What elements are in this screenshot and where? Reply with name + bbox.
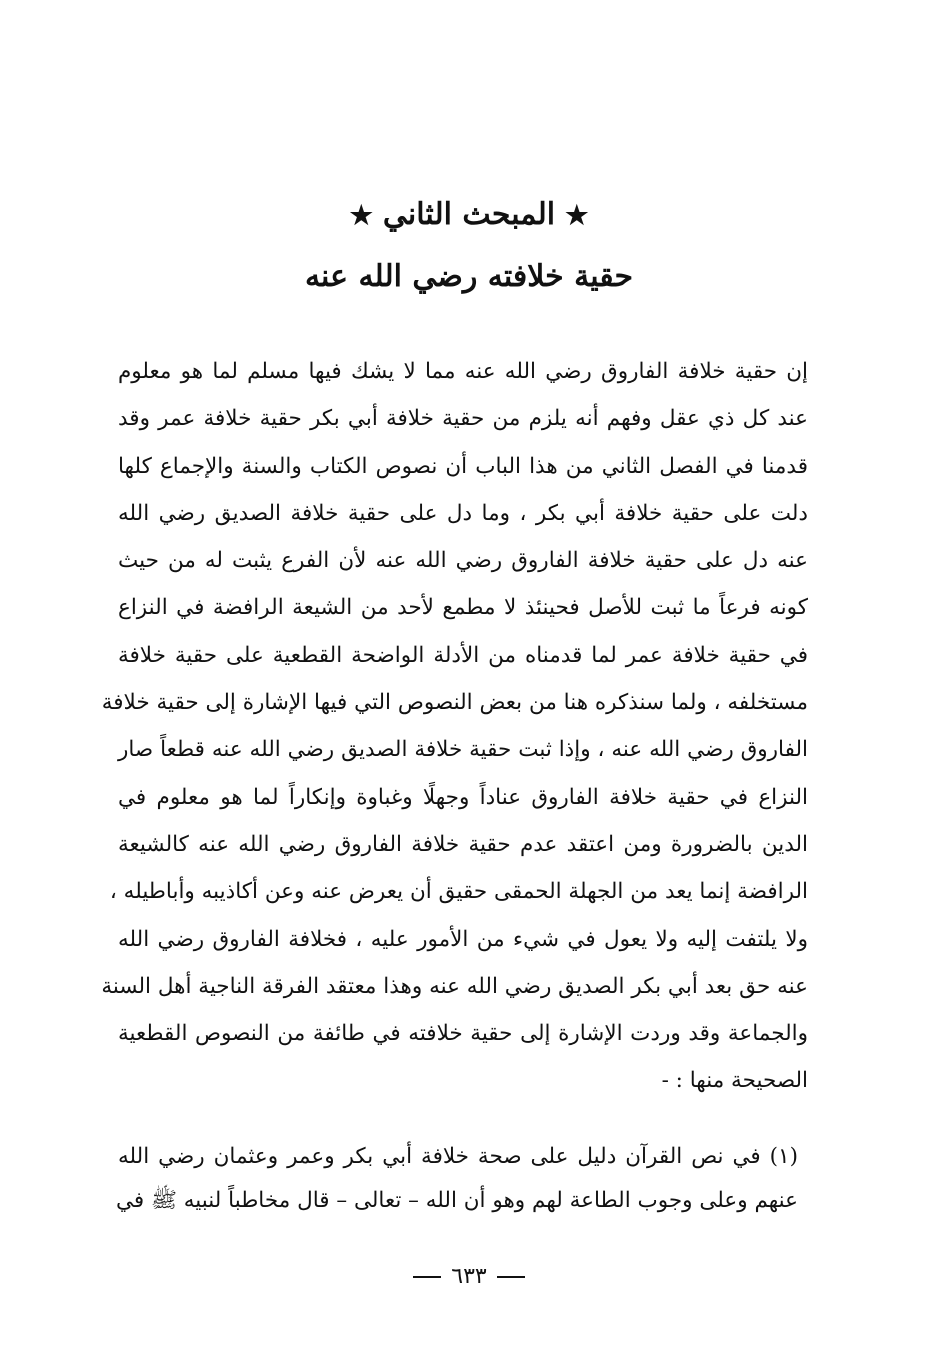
text-line: الرافضة إنما يعد من الجهلة الحمقى حقيق أن يعرض عنه وعن أكاذيبه وأباطيله ، — [109, 879, 808, 905]
text-line: إن حقية خلافة الفاروق رضي الله عنه مما لا يشك فيها مسلم لما هو معلوم — [118, 359, 808, 384]
section-subtitle: حقية خلافته رضي الله عنه — [304, 259, 634, 294]
page-number-text: ٦٣٣ — [451, 1264, 487, 1289]
dash-decoration — [413, 1276, 441, 1278]
text-line: مستخلفه ، ولما سنذكره هنا من بعض النصوص التي فيها الإشارة إلى حقية خلافة — [101, 690, 808, 716]
text-line: عنه حق بعد أبي بكر الصديق رضي الله عنه وهذا معتقد الفرقة الناجية أهل السنة — [101, 973, 808, 999]
text-line: عنهم وعلى وجوب الطاعة لهم وهو أن الله – تعالى – قال مخاطباً لنبيه ﷺ في — [115, 1188, 798, 1213]
text-line: الصحيحة منها : - — [661, 1068, 808, 1094]
body-paragraph-1 — [101, 348, 838, 1105]
star-icon: ★ — [565, 201, 589, 231]
text-line: الدين بالضرورة ومن اعتقد عدم حقية خلافة الفاروق رضي الله عنه كالشيعة — [118, 831, 808, 857]
text-line: دلت على حقية خلافة أبي بكر ، وما دل على حقية خلافة الصديق رضي الله — [118, 500, 808, 526]
text-line: النزاع في حقية خلافة الفاروق عناداً وجهلًا وغباوة وإنكاراً لما هو معلوم في — [118, 784, 808, 810]
section-title-text: المبحث الثاني — [382, 197, 556, 232]
body-paragraph-2 — [115, 1135, 838, 1223]
text-line: ولا يلتفت إليه ولا يعول في شيء من الأمور عليه ، فخلافة الفاروق رضي الله — [118, 926, 808, 952]
text-line: والجماعة وقد وردت الإشارة إلى حقية خلافته في طائفة من النصوص القطعية — [118, 1021, 808, 1047]
text-line: كونه فرعاً ما ثبت للأصل فحينئذ لا مطمع لأحد من الشيعة الرافضة في النزاع — [118, 595, 808, 621]
text-line: عند كل ذي عقل وفهم أنه يلزم من حقية خلافة أبي بكر حقية خلافة عمر وقد — [118, 406, 808, 432]
text-line: (١) في نص القرآن دليل على صحة خلافة أبي بكر وعمر وعثمان رضي الله — [118, 1144, 798, 1169]
text-line: عنه دل على حقية خلافة الفاروق رضي الله عنه لأن الفرع يثبت له من حيث — [118, 548, 808, 574]
dash-decoration — [497, 1276, 525, 1278]
section-title — [0, 190, 938, 241]
text-line: قدمنا في الفصل الثاني من هذا الباب أن نصوص الكتاب والسنة والإجماع كلها — [118, 453, 808, 479]
text-line: في حقية خلافة عمر لما قدمناه من الأدلة الواضحة القطعية على حقية خلافة — [118, 642, 808, 668]
page-number — [0, 1262, 938, 1292]
text-line: الفاروق رضي الله عنه ، وإذا ثبت حقية خلافة الصديق رضي الله عنه قطعاً صار — [118, 737, 808, 763]
star-icon: ★ — [349, 201, 373, 231]
